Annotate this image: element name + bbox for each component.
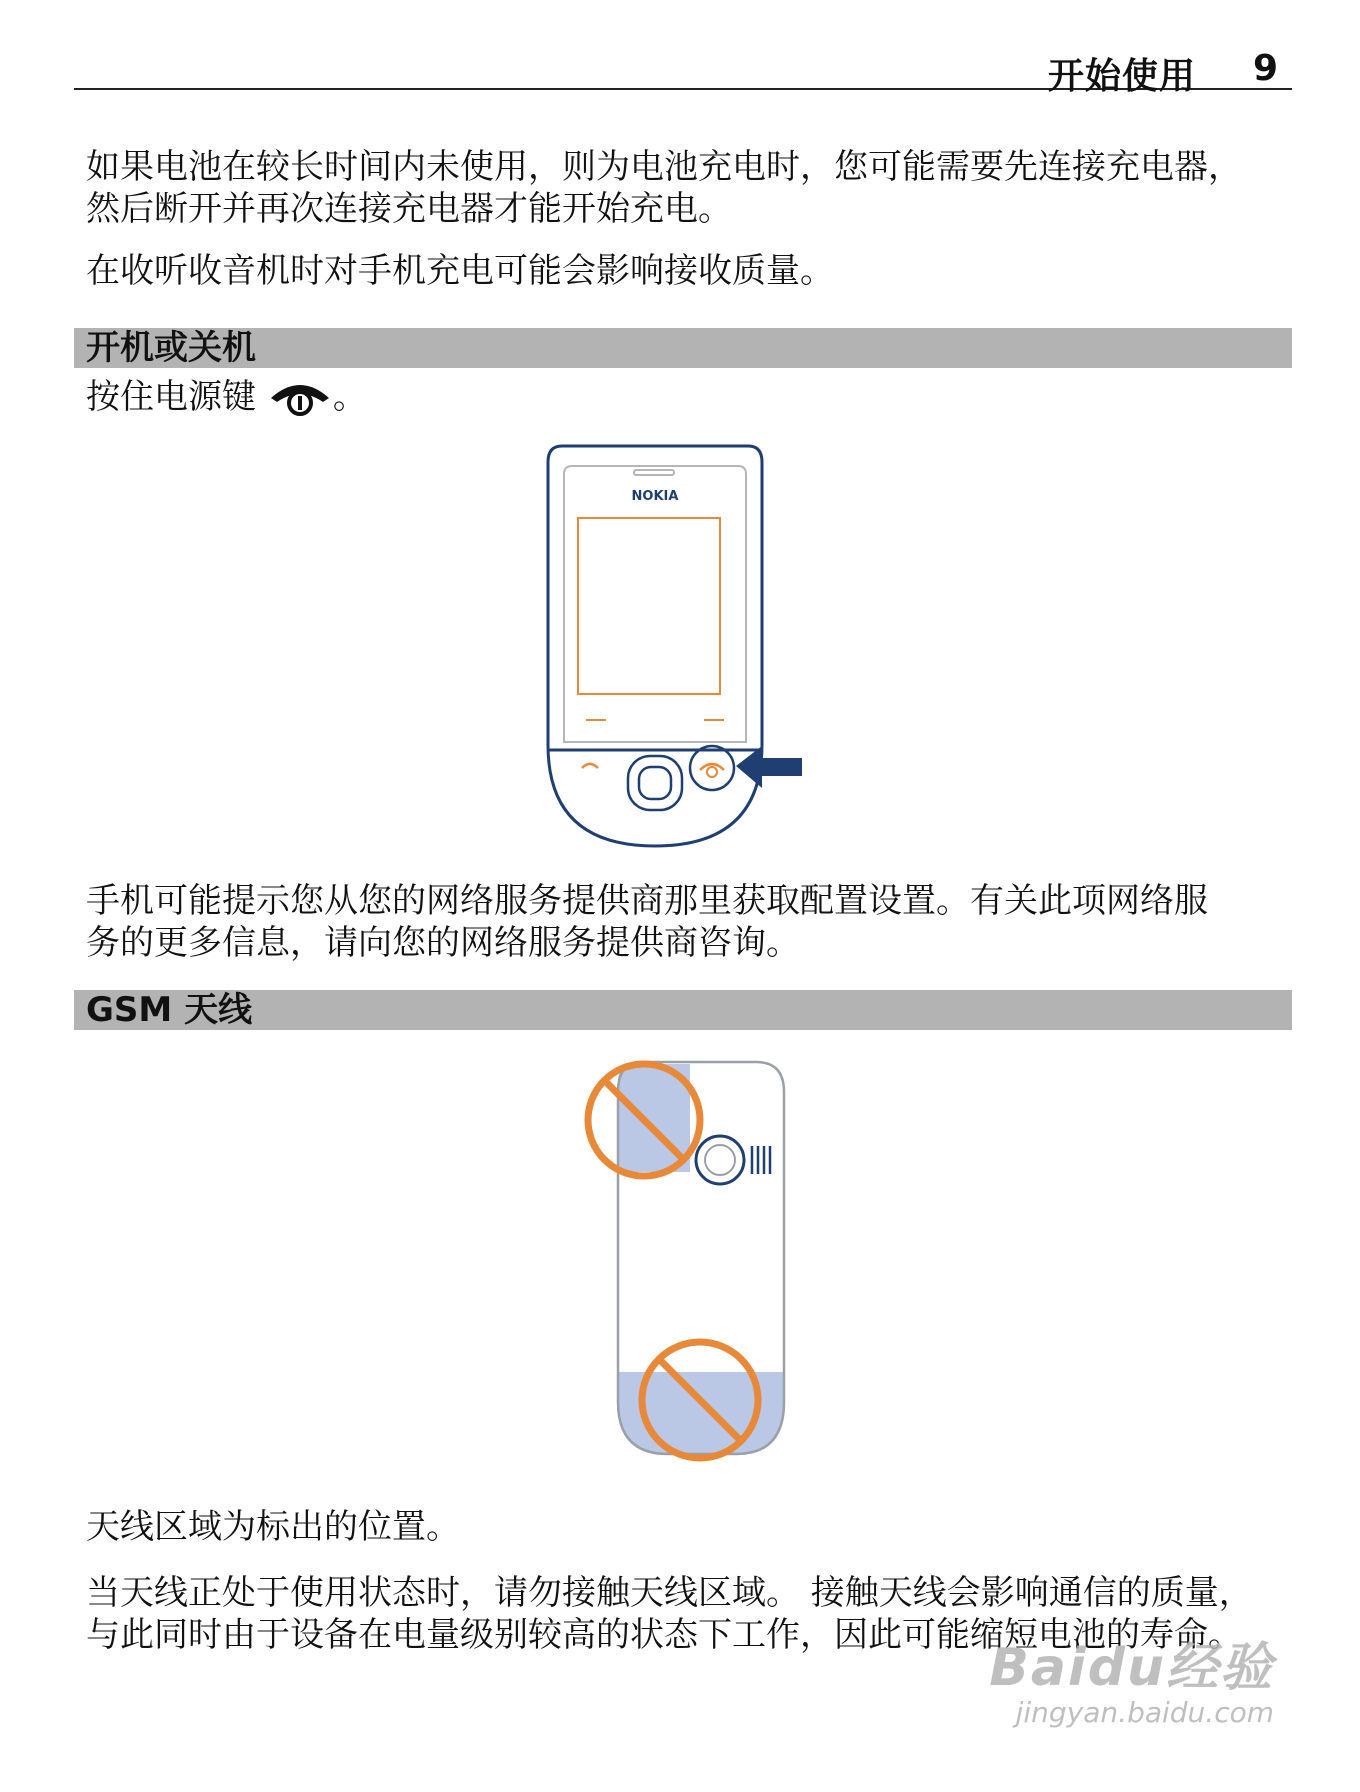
antenna-warning-line-1: 当天线正处于使用状态时，请勿接触天线区域。 接触天线会影响通信的质量， [86,1573,1253,1613]
phone-front-illustration [540,440,820,860]
section-title-antenna: GSM 天线 [86,990,253,1030]
config-line-1: 手机可能提示您从您的网络服务提供商那里获取配置设置。有关此项网络服 [86,881,1208,921]
battery-line-1: 如果电池在较长时间内未使用，则为电池充电时，您可能需要先连接充电器， [86,147,1242,187]
navi-key [628,756,682,810]
watermark-url: jingyan.baidu.com [1015,1696,1274,1729]
power-instruction-suffix: 。 [332,377,367,417]
phone-screen [578,518,720,694]
page-header [74,44,1292,97]
battery-line-2: 然后断开并再次连接充电器才能开始充电。 [86,189,732,229]
power-instruction [86,376,1296,418]
chapter-title: 开始使用 [1047,56,1196,97]
power-key-icon [267,376,333,416]
radio-note: 在收听收音机时对手机充电可能会影响接收质量。 [86,251,834,291]
config-paragraph [86,880,1296,964]
power-instruction-prefix: 按住电源键 [86,377,256,417]
phone-body-outline [548,446,762,846]
config-line-2: 务的更多信息，请向您的网络服务提供商咨询。 [86,923,800,963]
section-title-power: 开机或关机 [86,328,256,368]
page-number: 9 [1252,48,1278,89]
watermark-brand: Baidu经验 [989,1638,1274,1698]
battery-paragraph [86,146,1296,230]
antenna-warning-line-2: 与此同时由于设备在电量级别较高的状态下工作，因此可能缩短电池的寿命。 [86,1615,1242,1655]
section-header-antenna [74,990,1292,1030]
slider-outline [564,466,746,742]
camera-icon [696,1136,744,1184]
watermark [989,1625,1274,1729]
speaker-grille-icon [752,1146,770,1174]
antenna-illustration [570,1050,810,1490]
antenna-location-note: 天线区域为标出的位置。 [86,1507,460,1547]
phone-logo: NOKIA [631,489,679,504]
section-header-power [74,328,1292,368]
arrow-icon [736,746,802,788]
